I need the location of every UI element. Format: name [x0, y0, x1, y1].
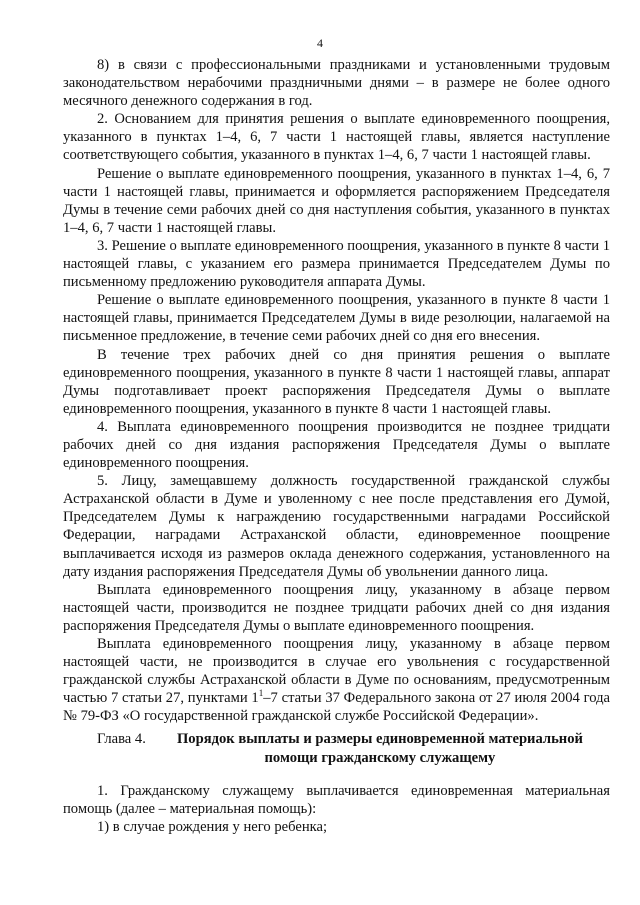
paragraph: 4. Выплата единовременного поощрения производится не позднее тридцати рабочих дней со дня издания распоряжения Председателя Думы о выплате единовременного поощрения. [63, 418, 610, 472]
chapter-body [63, 782, 610, 836]
paragraph: 8) в связи с профессиональными праздниками и установленными трудовым законодательством нерабочими праздничными днями – в размере не более одного месячного денежного содержания в год. [63, 57, 610, 110]
paragraph: В течение трех рабочих дней со дня принятия решения о выплате единовременного поощрения, указанного в пункте 8 части 1 настоящей главы, аппарат Думы подготавливает проект распоряжения Председателя Думы о выплате единовременного поощрения, указанного в пункте 8 части 1 настоящей главы. [63, 346, 610, 417]
paragraph: Выплата единовременного поощрения лицу, указанному в абзаце первом настоящей части, производится не позднее тридцати рабочих дней со дня издания распоряжения Председателя Думы о выплате единовременного поощрения. [63, 581, 610, 634]
document-body [63, 56, 610, 725]
superscript: 1 [258, 688, 264, 699]
paragraph-with-superscript [63, 635, 610, 725]
paragraph: 1. Гражданскому служащему выплачивается единовременная материальная помощь (далее – материальная помощь): [63, 783, 610, 818]
paragraph-text: –7 статьи 37 Федерального закона от 27 июля 2004 года № 79-ФЗ «О государственной гражданской службе Российской Федерации». [63, 690, 610, 725]
chapter-title: Порядок выплаты и размеры единовременной материальной помощи гражданскому служащему [176, 731, 583, 766]
chapter-number: Глава 4. [97, 731, 146, 747]
paragraph: 5. Лицу, замещавшему должность государственной гражданской службы Астраханской области в Думе и уволенному с нее после представления его Думой, Председателем Думы к награждению государственными наградами Российской Федерации, наградами Астраханской области, единовременное поощрение выплачивается исходя из размеров оклада денежного содержания, установленного на дату издания распоряжения Председателя Думы об увольнении данного лица. [63, 473, 610, 580]
paragraph-text: Выплата единовременного поощрения лицу, указанному в абзаце первом настоящей части, не производится в случае его увольнения с государственной гражданской службы Астраханской области в Думе по основаниям, предусмотренным частью 7 статьи 27, пунктами 1 [63, 636, 610, 707]
chapter-heading [63, 730, 610, 767]
paragraph: Решение о выплате единовременного поощрения, указанного в пункте 8 части 1 настоящей главы, принимается Председателем Думы в виде резолюции, налагаемой на письменное предложение, в течение семи рабочих дней со дня его внесения. [63, 292, 610, 345]
paragraph: 3. Решение о выплате единовременного поощрения, указанного в пункте 8 части 1 настоящей главы, с указанием его размера принимается Председателем Думы по письменному предложению руководителя аппарата Думы. [63, 237, 610, 291]
paragraph: Решение о выплате единовременного поощрения, указанного в пунктах 1–4, 6, 7 части 1 настоящей главы, принимается и оформляется распоряжением Председателя Думы в течение семи рабочих дней со дня наступления события, указанного в пунктах 1–4, 6, 7 части 1 настоящей главы. [63, 165, 610, 236]
paragraph: 1) в случае рождения у него ребенка; [97, 819, 328, 836]
page-number: 4 [317, 36, 323, 50]
paragraph: 2. Основанием для принятия решения о выплате единовременного поощрения, указанного в пунктах 1–4, 6, 7 части 1 настоящей главы, является наступление соответствующего события, указанного в пунктах 1–4, 6, 7 части 1 настоящей главы. [63, 111, 610, 164]
